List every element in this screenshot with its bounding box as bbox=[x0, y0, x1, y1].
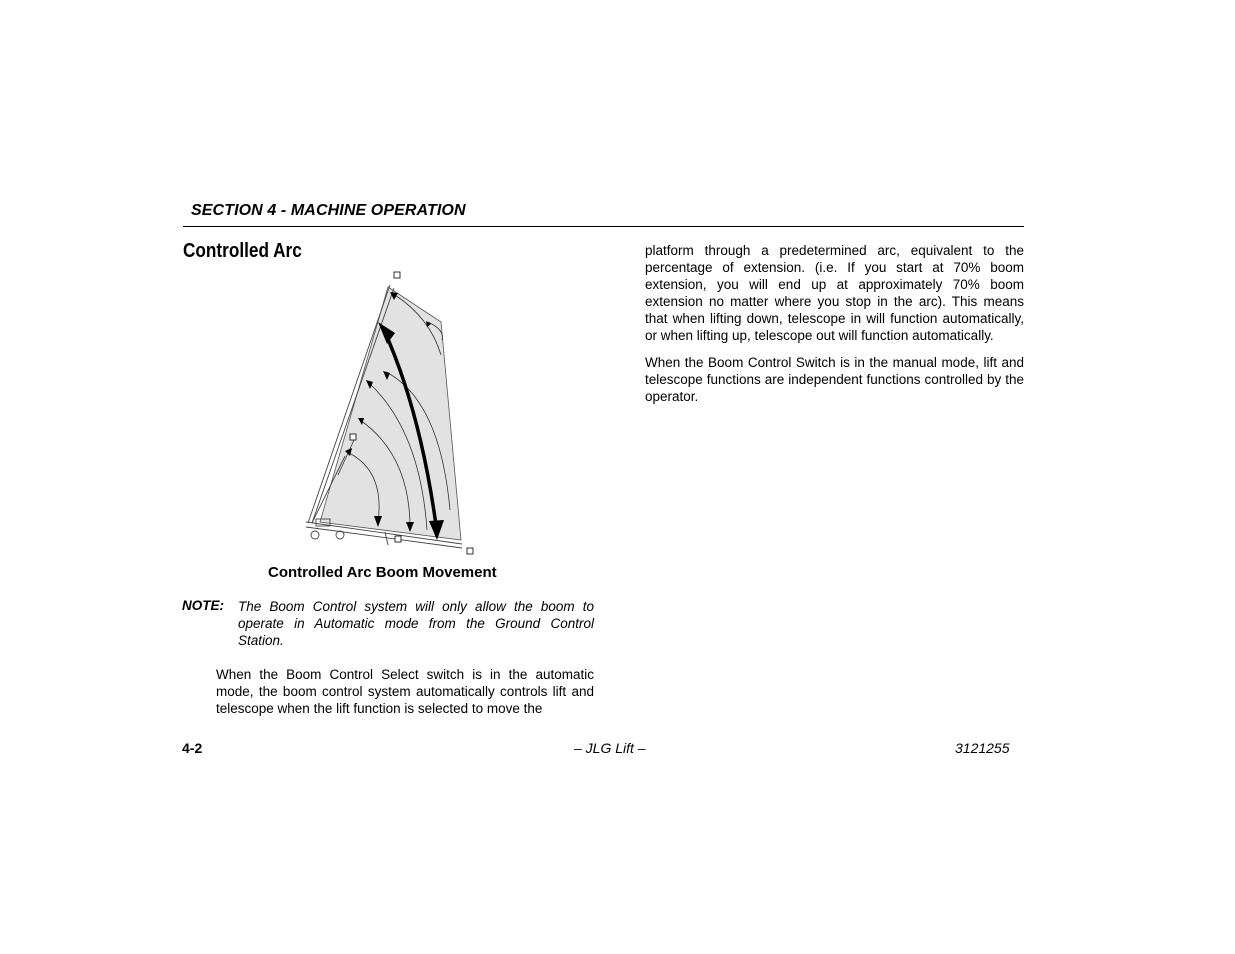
section-header: SECTION 4 - MACHINE OPERATION bbox=[191, 202, 466, 219]
figure-caption: Controlled Arc Boom Movement bbox=[268, 564, 497, 581]
footer-doc-number: 3121255 bbox=[955, 740, 1010, 756]
header-rule bbox=[183, 226, 1024, 227]
footer-center-title: – JLG Lift – bbox=[574, 740, 646, 756]
page-heading: Controlled Arc bbox=[183, 240, 302, 262]
body-paragraph-right-2: When the Boom Control Switch is in the manual mode, lift and telescope functions are independent functions controlled by the operator. bbox=[645, 355, 1024, 404]
controlled-arc-diagram bbox=[300, 268, 480, 560]
footer-page-number: 4-2 bbox=[182, 740, 203, 756]
body-paragraph-right-1: platform through a predetermined arc, equivalent to the percentage of extension. (i.e. If you start at 70% boom extension, you will end up at approximately 70% boom extension no matter where you stop in the arc). This means that when lifting down, telescope in will function automatically, or when lifting up, telescope out will function automatically. bbox=[645, 243, 1024, 343]
note-label: NOTE: bbox=[182, 598, 224, 613]
note-text: The Boom Control system will only allow the boom to operate in Automatic mode from the Ground Control Station. bbox=[238, 599, 594, 648]
body-paragraph-left: When the Boom Control Select switch is in the automatic mode, the boom control system automatically controls lift and telescope when the lift function is selected to move the bbox=[216, 667, 594, 716]
arc-envelope bbox=[320, 287, 461, 540]
